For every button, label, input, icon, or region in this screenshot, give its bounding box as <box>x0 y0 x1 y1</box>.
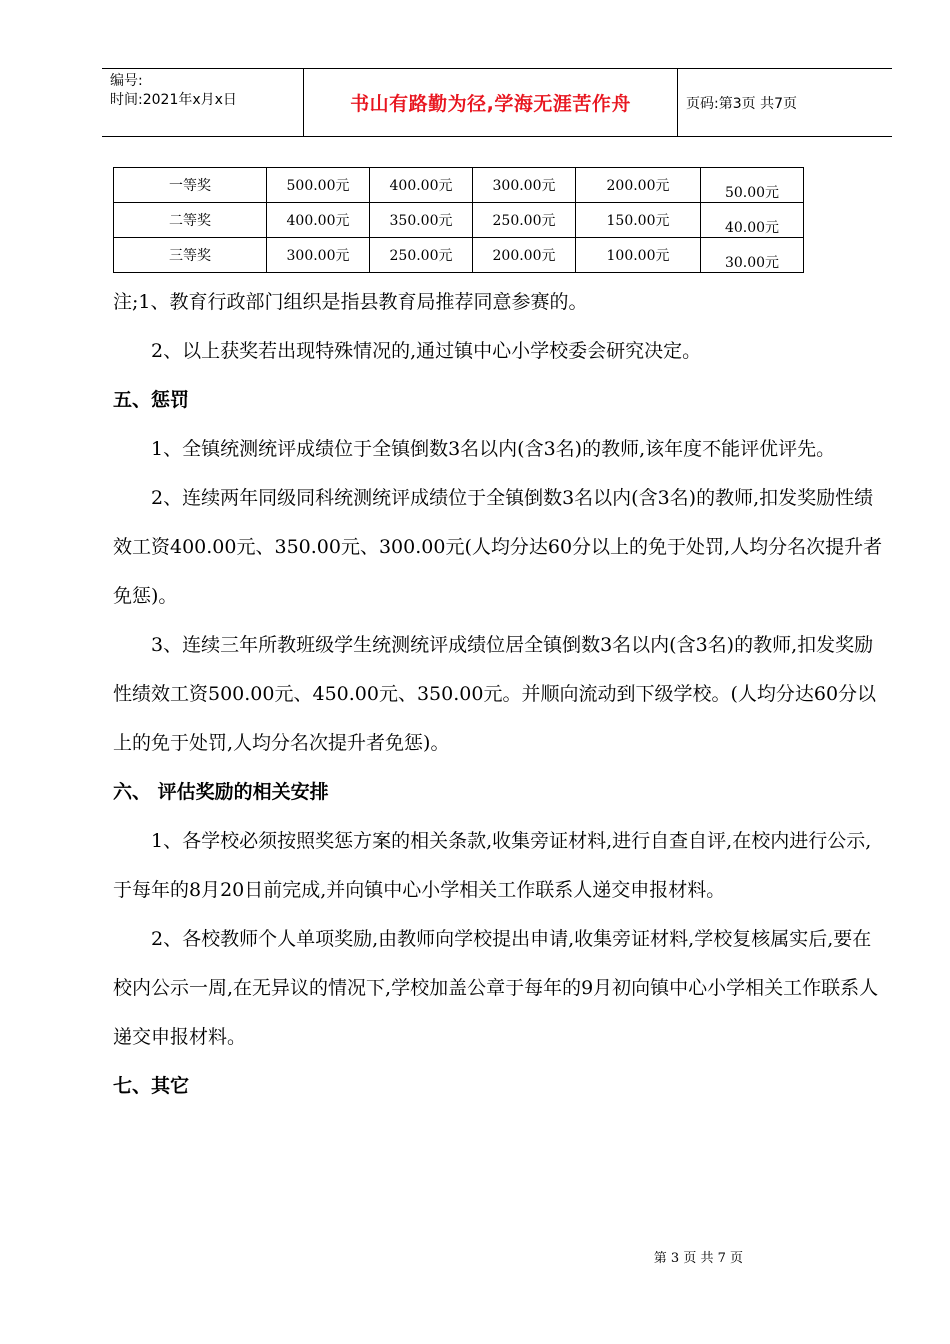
award-amount-cell: 250.00元 <box>473 203 576 238</box>
page-footer <box>0 1247 950 1266</box>
section-6-para-1: 1、各学校必须按照奖惩方案的相关条款,收集旁证材料,进行自查自评,在校内进行公示,于每年的8月20日前完成,并向镇中心小学相关工作联系人递交申报材料。 <box>113 830 872 901</box>
award-amount-cell: 400.00元 <box>267 203 370 238</box>
award-table <box>113 167 804 273</box>
award-amount-cell: 40.00元 <box>701 203 804 238</box>
award-amount-cell: 300.00元 <box>267 238 370 273</box>
award-amount-cell: 50.00元 <box>701 168 804 203</box>
note-2: 2、以上获奖若出现特殊情况的,通过镇中心小学校委会研究决定。 <box>151 340 702 362</box>
award-amount-cell: 100.00元 <box>576 238 701 273</box>
header-meta <box>102 69 310 139</box>
award-level-cell: 一等奖 <box>114 168 267 203</box>
header-page-info: 页码:第3页 共7页 <box>686 95 797 112</box>
award-amount-cell: 200.00元 <box>473 238 576 273</box>
award-amount-cell: 150.00元 <box>576 203 701 238</box>
section-5-para-1: 1、全镇统测统评成绩位于全镇倒数3名以内(含3名)的教师,该年度不能评优评先。 <box>151 438 836 460</box>
section-5-title: 五、惩罚 <box>113 389 190 411</box>
section-6-title: 六、 评估奖励的相关安排 <box>113 781 329 803</box>
award-amount-cell: 300.00元 <box>473 168 576 203</box>
footer-page-number: 第 3 页 共 7 页 <box>653 1251 743 1266</box>
header-motto: 书山有路勤为径,学海无涯苦作舟 <box>350 93 631 115</box>
table-row <box>114 168 804 203</box>
document-body <box>113 278 885 1111</box>
section-5-para-3: 3、连续三年所教班级学生统测统评成绩位居全镇倒数3名以内(含3名)的教师,扣发奖励性绩效工资500.00元、450.00元、350.00元。并顺向流动到下级学校。(人均分达60分以上的免于处罚,人均分名次提升者免惩)。 <box>113 634 877 754</box>
table-row <box>114 203 804 238</box>
header-number-label: 编号: <box>110 73 143 89</box>
header-motto-cell <box>303 69 678 136</box>
section-6-para-2: 2、各校教师个人单项奖励,由教师向学校提出申请,收集旁证材料,学校复核属实后,要在校内公示一周,在无异议的情况下,学校加盖公章于每年的9月初向镇中心小学相关工作联系人递交申报材料。 <box>113 928 879 1048</box>
header-time-label: 时间:2021年x月x日 <box>110 92 237 108</box>
section-5-para-2: 2、连续两年同级同科统测统评成绩位于全镇倒数3名以内(含3名)的教师,扣发奖励性绩效工资400.00元、350.00元、300.00元(人均分达60分以上的免于处罚,人均分名次提升者免惩)。 <box>113 487 883 607</box>
award-amount-cell: 250.00元 <box>370 238 473 273</box>
award-amount-cell: 30.00元 <box>701 238 804 273</box>
award-level-cell: 三等奖 <box>114 238 267 273</box>
award-amount-cell: 400.00元 <box>370 168 473 203</box>
table-row <box>114 238 804 273</box>
page-header <box>102 68 892 137</box>
award-amount-cell: 350.00元 <box>370 203 473 238</box>
note-1: 注;1、教育行政部门组织是指县教育局推荐同意参赛的。 <box>113 291 588 313</box>
award-amount-cell: 200.00元 <box>576 168 701 203</box>
award-amount-cell: 500.00元 <box>267 168 370 203</box>
section-7-title: 七、其它 <box>113 1075 190 1097</box>
award-level-cell: 二等奖 <box>114 203 267 238</box>
